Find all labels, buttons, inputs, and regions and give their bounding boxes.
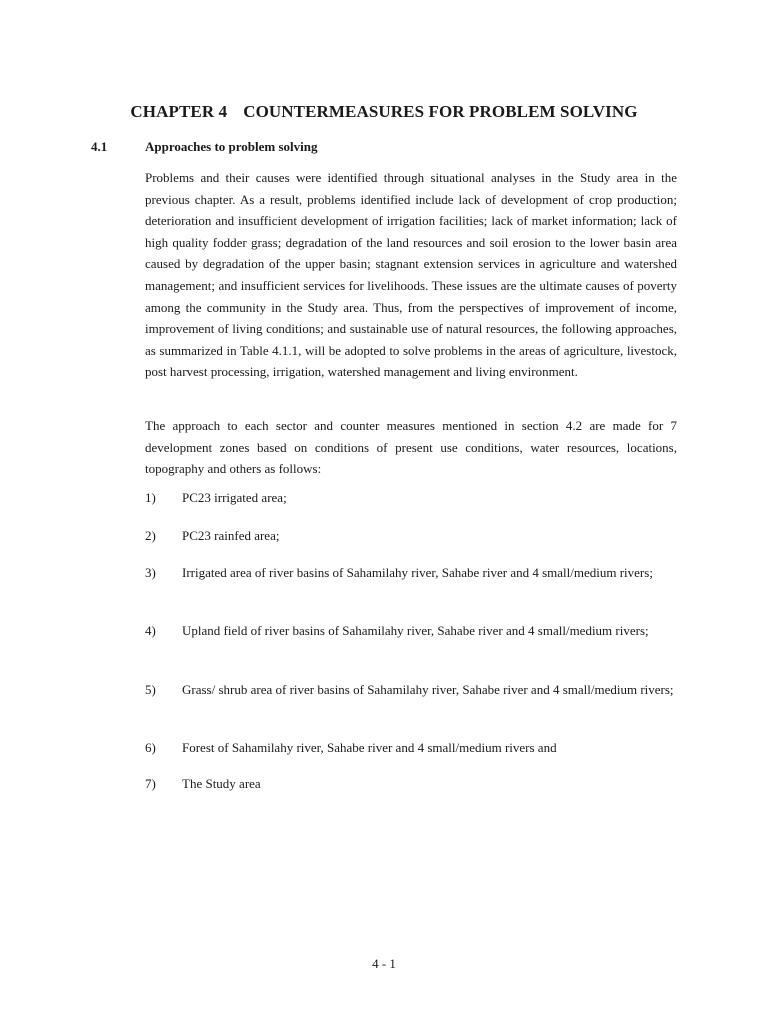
section-title: Approaches to problem solving [145,139,318,154]
list-item-text: Irrigated area of river basins of Sahamilahy river, Sahabe river and 4 small/medium rivers; [182,565,653,580]
body-paragraph-1: Problems and their causes were identified through situational analyses in the Study area in the previous chapter. As a result, problems identified include lack of development of crop production; deterioration and insufficient development of irrigation facilities; lack of market information; lack of high quality fodder grass; degradation of the land resources and soil erosion to the lower basin area caused by degradation of the upper basin; stagnant extension services in agriculture and watershed management; and insufficient services for livelihoods. These issues are the ultimate causes of poverty among the community in the Study area. Thus, from the perspectives of improvement of income, improvement of living conditions; and sustainable use of natural resources, the following approaches, as summarized in Table 4.1.1, will be adopted to solve problems in the areas of agriculture, livestock, post harvest processing, irrigation, watershed management and living environment. [145,170,677,380]
list-item [145,679,677,701]
list-item [145,737,677,759]
list-item-text: The Study area [182,776,261,791]
list-item [145,525,677,547]
list-marker: 6) [145,740,156,755]
page-number: 4 - 1 [372,956,396,971]
list-marker: 3) [145,565,156,580]
body-paragraph-2: The approach to each sector and counter measures mentioned in section 4.2 are made for 7 development zones based on conditions of present use conditions, water resources, locations, topography and others as follows: [145,418,677,477]
list-item-text: PC23 rainfed area; [182,528,280,543]
chapter-heading: COUNTERMEASURES FOR PROBLEM SOLVING [243,102,638,121]
section-heading [91,139,318,155]
list-item [145,773,677,795]
list-marker: 4) [145,623,156,638]
chapter-title [0,102,768,122]
list-marker: 7) [145,776,156,791]
list-item [145,562,677,584]
list-item-text: Upland field of river basins of Sahamilahy river, Sahabe river and 4 small/medium rivers; [182,623,649,638]
list-marker: 2) [145,528,156,543]
chapter-label: CHAPTER 4 [130,102,228,121]
list-item [145,620,677,642]
list-item-text: Forest of Sahamilahy river, Sahabe river and 4 small/medium rivers and [182,740,557,755]
list-item-text: Grass/ shrub area of river basins of Sahamilahy river, Sahabe river and 4 small/medium rivers; [182,682,674,697]
list-item [145,487,677,509]
list-marker: 1) [145,490,156,505]
list-item-text: PC23 irrigated area; [182,490,287,505]
list-marker: 5) [145,682,156,697]
section-number: 4.1 [91,139,108,154]
